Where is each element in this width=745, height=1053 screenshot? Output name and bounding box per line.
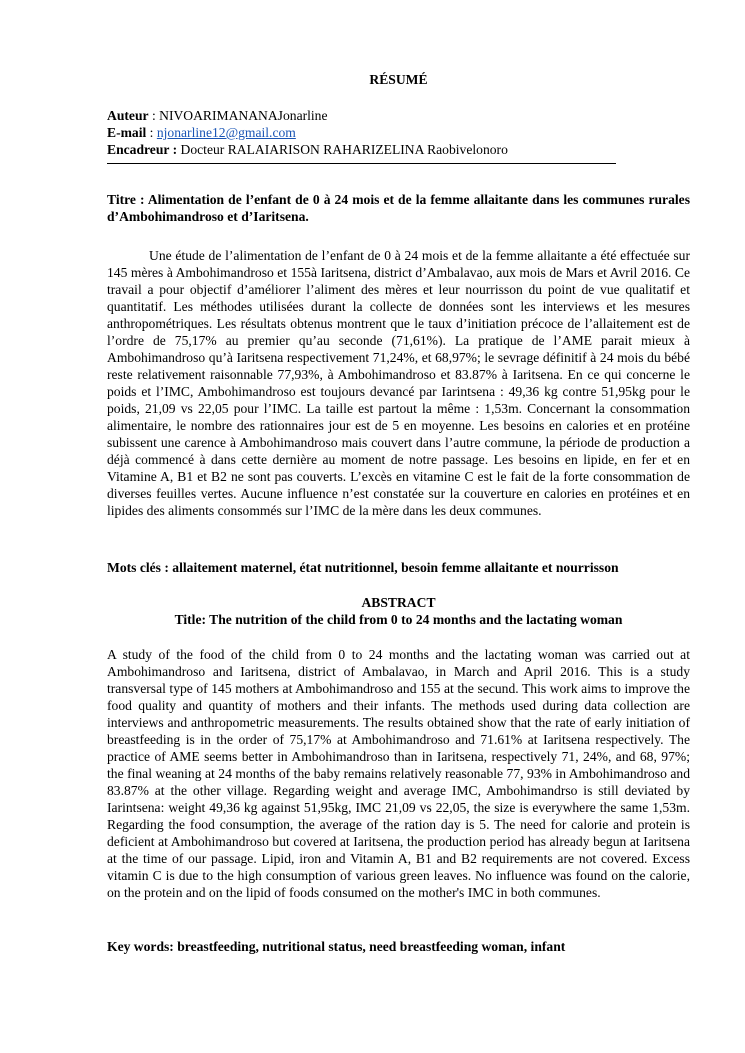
author-label: Auteur xyxy=(107,108,149,123)
supervisor-label: Encadreur : xyxy=(107,142,178,157)
abstract-title: Title: The nutrition of the child from 0 to 24 months and the lactating woman xyxy=(174,612,623,627)
email-separator: : xyxy=(146,125,157,140)
resume-body: Une étude de l’alimentation de l’enfant de 0 à 24 mois et de la femme allaitante a été effectuée sur 145 mères à Ambohimandroso et 155à Iaritsena, district d’Ambalavao, aux mois de Mars et Avril 2016. Ce travail a pour objectif d’améliorer l’aliment des mères et leur nourrisson du point de vue qualitatif et quantitatif. Les méthodes utilisées durant la collecte de données sont les interviews et les mesures anthropométriques. Les résultats obtenus montrent que le taux d’initiation précoce de l’allaitement est de l’ordre de 75,17% au premier qu’au seconde (71,61%). La pratique de l’AME parait mieux à Ambohimandroso qu’à Iaritsena respectivement 71,24%, et 68,97%; le sevrage définitif à 24 mois du bébé reste relativement raisonnable 77,93%, à Ambohimandroso et 83.87% à Iaritsena. En ce qui concerne le poids et l’IMC, Ambohimandroso est toujours devancé par Iarintsena : 49,36 kg contre 51,95kg pour le poids, 21,09 vs 22,05 pour l’IMC. La taille est partout la même : 1,53m. Concernant la consommation alimentaire, le nombre des rationnaires jour est de 5 en moyenne. Les besoins en calories et en protéine subissent une carence à Ambohimandroso mais couvert dans l’autre commune, la période de production a déjà commencé à dans cette dernière au moment de notre passage. Les besoins en lipide, en fer et en Vitamine A, B1 et B2 ne sont pas couverts. L’excès en vitamine C est le fait de la forte consommation de diverses feuilles vertes. Aucune influence n’est constatée sur la couverture en calories en protéines et en lipides des aliments consommés sur l’IMC de la mère dans les deux communes. xyxy=(107,248,690,518)
title-label: Titre : xyxy=(107,192,145,207)
author-info xyxy=(107,107,690,158)
abstract-heading: ABSTRACT xyxy=(361,595,436,610)
email-line xyxy=(107,124,690,141)
keywords-en: Key words: breastfeeding, nutritional status, need breastfeeding woman, infant xyxy=(107,939,566,954)
resume-title xyxy=(107,191,690,225)
resume-heading: RÉSUMÉ xyxy=(369,72,428,87)
email-link[interactable]: njonarline12@gmail.com xyxy=(156,125,296,140)
separator-line xyxy=(107,163,616,164)
supervisor-name: Docteur RALAIARISON RAHARIZELINA Raobivelonoro xyxy=(177,142,508,157)
abstract-body: A study of the food of the child from 0 to 24 months and the lactating woman was carried out at Ambohimandroso and Iaritsena, district of Ambalavao, in March and April 2016. This is a study transversal type of 145 mothers at Ambohimandroso and 155 at the secund. This work aims to improve the food quality and quantity of mothers and their infants. The methods used during data collection are interviews and anthropometric measurements. The results obtained show that the rate of early initiation of breastfeeding is in the order of 75,17% at Ambohimandroso and 71.61% at Iaritsena respectively. The practice of AME seems better in Ambohimandroso than in Iaritsena, respectively 71, 24%, and 68, 97%; the final weaning at 24 months of the baby remains relatively reasonable 77, 93% in Ambohimandroso and 83.87% at the other village. Regarding weight and average IMC, Ambohimandrso is still deviated by Iarintsena: weight 49,36 kg against 51,95kg, IMC 21,09 vs 22,05, the size is everywhere the same 1,53m. Regarding the food consumption, the average of the ration day is 5. The need for calorie and protein is deficient at Ambohimandroso but covered at Iaritsena, the production period has already begun at Iaritsena at the time of our passage. Lipid, iron and Vitamin A, B1 and B2 requirements are not covered. Excess vitamin C is due to the high consumption of various green leaves. No influence was found on the calorie, on the protein and on the lipid of foods consumed on the mother's IMC in both communes. xyxy=(107,647,690,900)
title-text: Alimentation de l’enfant de 0 à 24 mois et de la femme allaitante dans les communes rurales d’Ambohimandroso et d’Iaritsena. xyxy=(107,192,690,224)
author-separator: : xyxy=(148,108,160,123)
keywords-fr: Mots clés : allaitement maternel, état nutritionnel, besoin femme allaitante et nourrisson xyxy=(107,560,619,575)
author-line xyxy=(107,107,690,124)
email-label: E-mail xyxy=(107,125,147,140)
supervisor-line xyxy=(107,141,690,158)
author-name: NIVOARIMANANAJonarline xyxy=(159,108,328,123)
